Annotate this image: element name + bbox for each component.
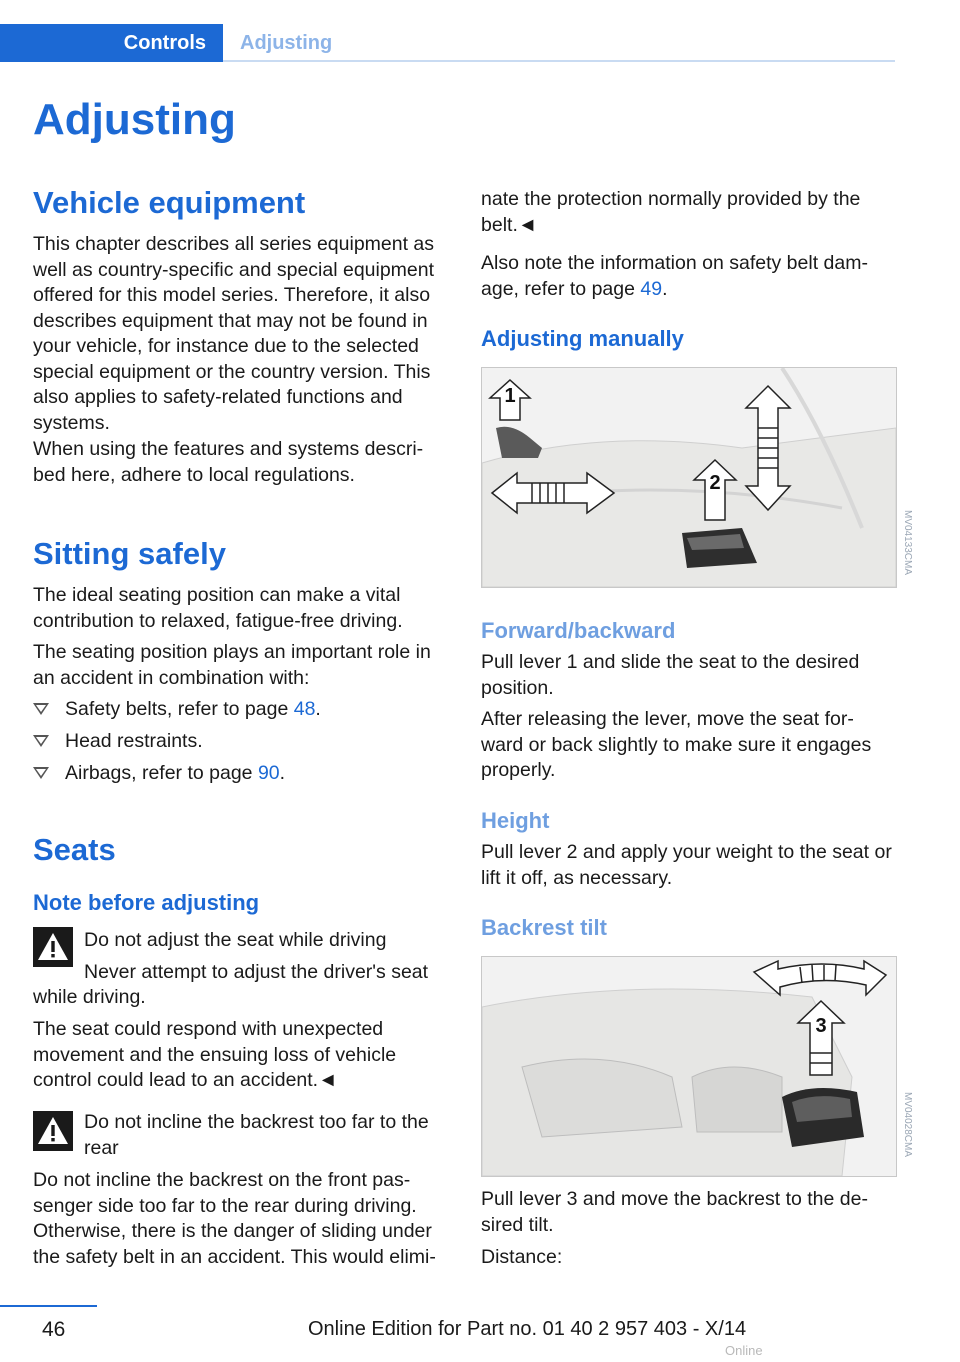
warning-1-paragraph-2: The seat could respond with unexpected movement and the ensuing loss of vehicle control could lead to an accident.◄ [33,1018,397,1091]
list-item: Airbags, refer to page 90. [33,761,453,793]
belt-damage-paragraph: Also note the information on safety belt dam‐ age, refer to page 49. [481,252,868,300]
backrest-tilt-paragraph: Pull lever 3 and move the backrest to the de‐ sired tilt. [481,1188,868,1236]
warning-1-text-part2: while driving. [33,986,146,1008]
page-link[interactable]: 49 [640,277,663,300]
safety-features-list [33,697,453,793]
backrest-tilt-figure [481,956,897,1177]
adjusting-manually-heading: Adjusting manually [481,326,684,351]
figure-label: 2 [709,472,721,494]
footer-rule [0,1305,97,1307]
backrest-lever-illustration [482,957,896,1176]
warning-icon [33,1111,73,1151]
seats-heading: Seats [33,832,116,867]
seat-adjustment-figure [481,367,897,588]
seat-lever-illustration [482,368,896,587]
sitting-safely-paragraph-2: The seating position plays an important role in an accident in combination with: [33,641,431,689]
watermark: Online [725,1343,763,1358]
list-item: Head restraints. [33,729,453,761]
triangle-bullet-icon [33,767,49,779]
figure-code: MV04028CMA [902,1092,913,1158]
tab-adjusting[interactable]: Adjusting [240,32,333,54]
triangle-bullet-icon [33,703,49,715]
vehicle-equipment-paragraph-2: When using the features and systems descri‐ bed here, adhere to local regulations. [33,438,424,486]
warning-2-title: Do not incline the backrest too far to the rear [84,1111,429,1159]
header-rule [223,60,895,62]
sitting-safely-heading: Sitting safely [33,536,226,571]
forward-backward-paragraph-1: Pull lever 1 and slide the seat to the desired position. [481,651,860,699]
figure-code: MV04133CMA [902,510,913,576]
note-before-adjusting-heading: Note before adjusting [33,890,260,915]
figure-label: 3 [815,1015,827,1037]
forward-backward-paragraph-2: After releasing the lever, move the seat for‐ ward or back slightly to make sure it engages properly. [481,708,872,781]
page-number: 46 [42,1318,66,1341]
vehicle-equipment-paragraph-1: This chapter describes all series equipment as well as country-specific and special equipment offered for this model series. Therefore, it also describes equipment that may not be found in your vehicle, for instance due to the selected special equipment or the country version. This also applies to safety-related functions and systems. [33,233,435,434]
height-paragraph: Pull lever 2 and apply your weight to the seat or lift it off, as necessary. [481,841,892,889]
vehicle-equipment-heading: Vehicle equipment [33,185,306,220]
triangle-bullet-icon [33,735,49,747]
sitting-safely-paragraph-1: The ideal seating position can make a vital contribution to relaxed, fatigue-free driving. [33,584,403,632]
continued-paragraph: nate the protection normally provided by the belt.◄ [481,188,861,236]
edition-text: Online Edition for Part no. 01 40 2 957 403 - X/14 [308,1318,747,1340]
list-item: Safety belts, refer to page 48. [33,697,453,729]
distance-label: Distance: [481,1246,563,1268]
warning-1-text-part1: Never attempt to adjust the driver's seat [84,961,429,983]
chapter-header [0,24,895,62]
page-title: Adjusting [33,95,236,144]
figure-label: 1 [504,385,516,407]
page-link[interactable]: 48 [293,698,316,720]
warning-icon [33,927,73,967]
backrest-tilt-heading: Backrest tilt [481,915,607,940]
tab-controls[interactable]: Controls [0,24,223,62]
page-link[interactable]: 90 [257,762,280,784]
warning-1-title: Do not adjust the seat while driving [84,929,387,951]
height-heading: Height [481,808,550,833]
forward-backward-heading: Forward/backward [481,618,676,643]
warning-2-paragraph: Do not incline the backrest on the front pas‐ senger side too far to the rear during driving. Otherwise, there is the danger of sliding under the safety belt in an accident. This would elimi‐ [33,1169,436,1268]
